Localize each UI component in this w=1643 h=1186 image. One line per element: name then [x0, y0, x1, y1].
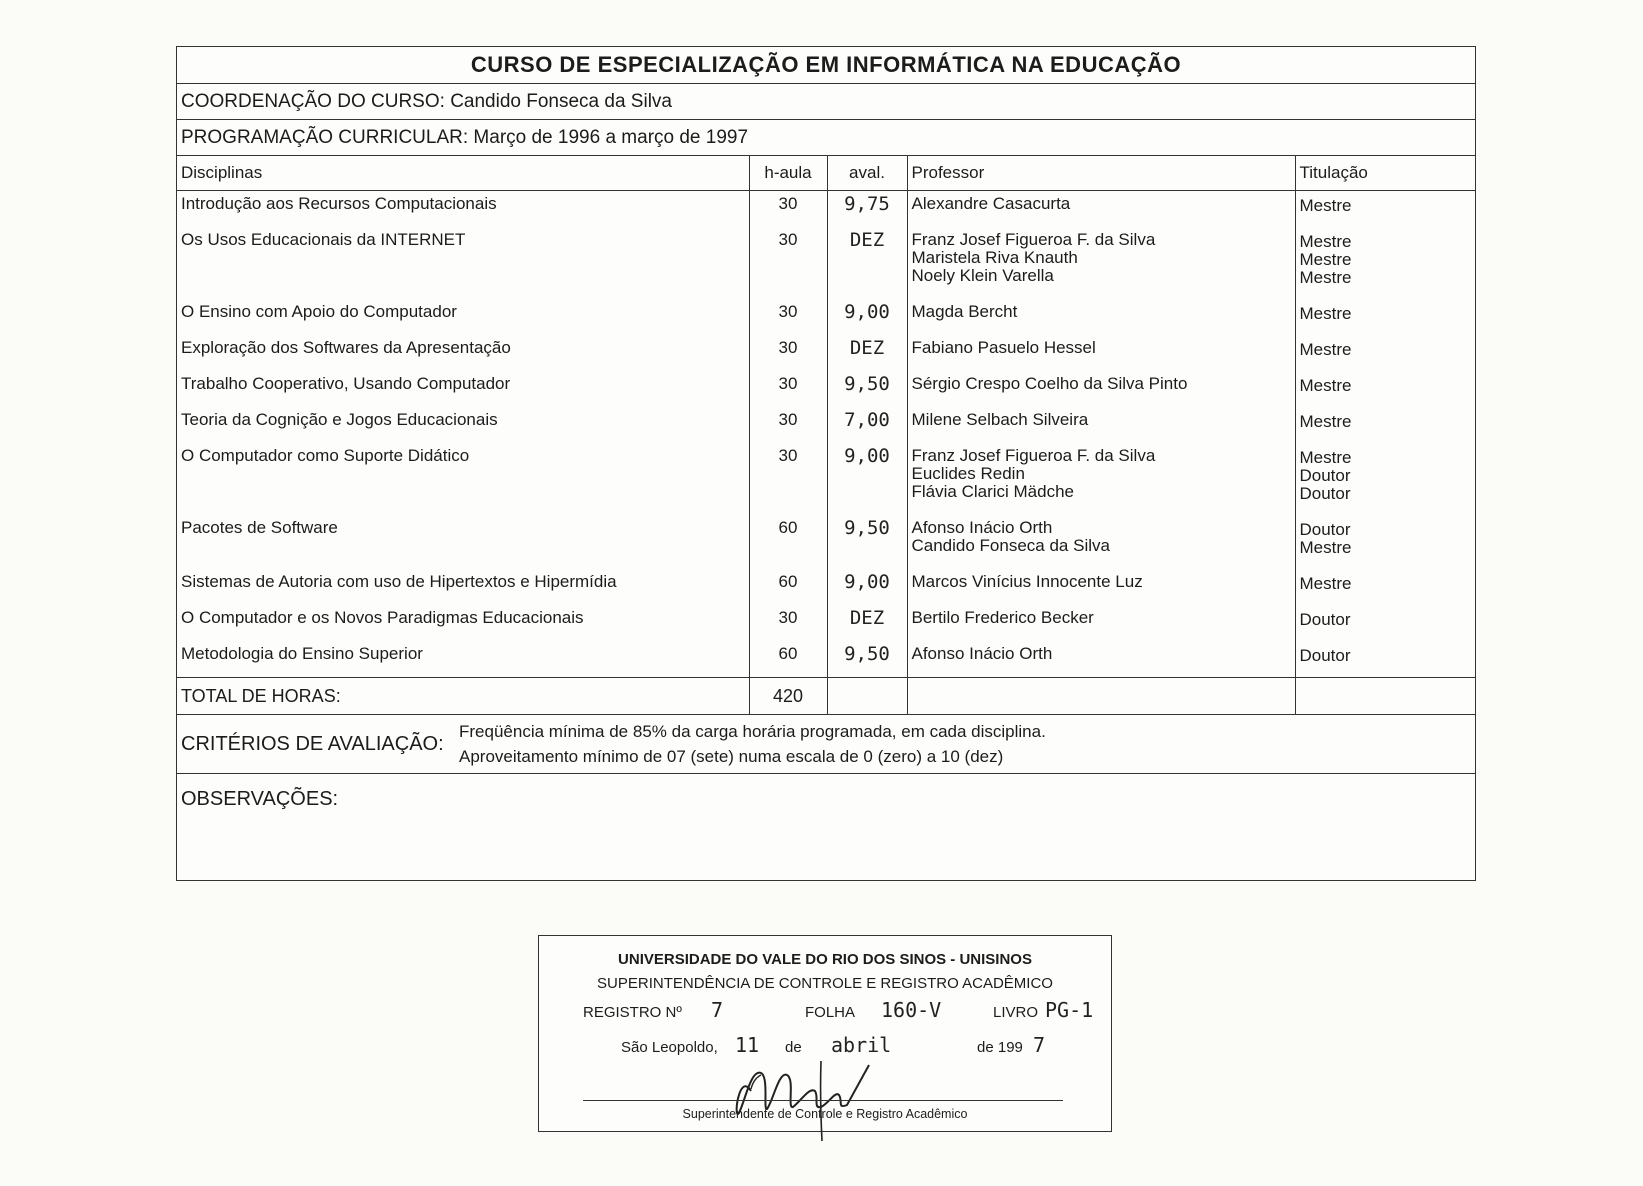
- registro-value: 7: [711, 998, 724, 1022]
- title-cell: [1295, 569, 1475, 605]
- discipline-cell: Metodologia do Ensino Superior: [181, 644, 423, 663]
- professor-title: Mestre: [1299, 538, 1352, 557]
- folha-label: FOLHA: [805, 1004, 856, 1021]
- total-title-cell: [1295, 678, 1475, 715]
- discipline-cell: Sistemas de Autoria com uso de Hipertextos e Hipermídia: [181, 572, 617, 591]
- total-row: [177, 678, 1475, 715]
- date-day: 11: [735, 1033, 760, 1057]
- hours-cell: 60: [749, 515, 827, 569]
- city-label: São Leopoldo,: [621, 1039, 718, 1056]
- table-row: [177, 227, 1475, 299]
- professor-cell: [907, 335, 1295, 371]
- table-header-row: [177, 156, 1475, 191]
- hours-cell: 30: [749, 335, 827, 371]
- evaluation-criteria: [177, 715, 1475, 774]
- professor-title: Mestre: [1299, 268, 1352, 287]
- discipline-cell: O Computador como Suporte Didático: [181, 446, 470, 465]
- registration-stamp: [538, 935, 1112, 1132]
- table-row: [177, 191, 1475, 228]
- hours-cell: 60: [749, 641, 827, 678]
- discipline-cell: Teoria da Cognição e Jogos Educacionais: [181, 410, 498, 429]
- professor-cell: [907, 407, 1295, 443]
- professor-title: Mestre: [1299, 376, 1352, 395]
- hours-cell: 30: [749, 191, 827, 228]
- hours-cell: 30: [749, 371, 827, 407]
- professor-name: Sérgio Crespo Coelho da Silva Pinto: [911, 374, 1188, 393]
- folha-value: 160-V: [881, 998, 942, 1022]
- date-year-label: de 199: [977, 1039, 1023, 1056]
- table-row: [177, 407, 1475, 443]
- professor-name: Marcos Vinícius Innocente Luz: [911, 572, 1143, 591]
- discipline-cell: Introdução aos Recursos Computacionais: [181, 194, 497, 213]
- livro-value: PG-1: [1045, 998, 1094, 1022]
- disciplines-table: [177, 156, 1475, 715]
- grade-cell: DEZ: [827, 227, 907, 299]
- table-row: [177, 371, 1475, 407]
- table-row: [177, 605, 1475, 641]
- grade-cell: 9,00: [827, 569, 907, 605]
- professor-title: Doutor: [1299, 484, 1351, 503]
- livro-label: LIVRO: [993, 1004, 1039, 1021]
- professor-name: Maristela Riva Knauth: [911, 248, 1078, 267]
- professor-cell: [907, 227, 1295, 299]
- title-cell: [1295, 443, 1475, 515]
- professor-title: Mestre: [1299, 448, 1352, 467]
- professor-cell: [907, 605, 1295, 641]
- signature-caption: Superintendente de Controle e Registro Acadêmico: [682, 1107, 968, 1121]
- title-cell: [1295, 371, 1475, 407]
- professor-name: Candido Fonseca da Silva: [911, 536, 1110, 555]
- professor-title: Mestre: [1299, 412, 1352, 431]
- grade-cell: 9,50: [827, 641, 907, 678]
- total-professor-cell: [907, 678, 1295, 715]
- total-hours: 420: [749, 678, 827, 715]
- table-row: [177, 515, 1475, 569]
- stamp-university: UNIVERSIDADE DO VALE DO RIO DOS SINOS - UNISINOS: [618, 951, 1032, 968]
- registro-label: REGISTRO Nº: [583, 1004, 682, 1021]
- professor-name: Magda Bercht: [911, 302, 1018, 321]
- title-cell: [1295, 335, 1475, 371]
- professor-cell: [907, 515, 1295, 569]
- observations-section: [177, 774, 1475, 880]
- professor-title: Doutor: [1299, 466, 1351, 485]
- table-row: [177, 641, 1475, 678]
- discipline-cell: O Ensino com Apoio do Computador: [181, 302, 457, 321]
- professor-name: Fabiano Pasuelo Hessel: [911, 338, 1096, 357]
- table-row: [177, 569, 1475, 605]
- professor-name: Alexandre Casacurta: [911, 194, 1071, 213]
- header-grade: aval.: [827, 156, 907, 191]
- grade-cell: 9,00: [827, 443, 907, 515]
- professor-name: Noely Klein Varella: [911, 266, 1054, 285]
- course-record-sheet: [176, 46, 1476, 881]
- header-professor: Professor: [907, 156, 1295, 191]
- professor-name: Euclides Redin: [911, 464, 1025, 483]
- title-cell: [1295, 641, 1475, 678]
- professor-title: Mestre: [1299, 232, 1352, 251]
- hours-cell: 30: [749, 299, 827, 335]
- discipline-cell: Trabalho Cooperativo, Usando Computador: [181, 374, 511, 393]
- professor-title: Mestre: [1299, 340, 1352, 359]
- professor-name: Afonso Inácio Orth: [911, 518, 1053, 537]
- header-disciplines: Disciplinas: [177, 156, 749, 191]
- total-label: TOTAL DE HORAS:: [177, 678, 749, 715]
- professor-title: Doutor: [1299, 646, 1351, 665]
- hours-cell: 30: [749, 227, 827, 299]
- title-cell: [1295, 191, 1475, 228]
- program-line: PROGRAMAÇÃO CURRICULAR: Março de 1996 a março de 1997: [177, 120, 1475, 156]
- title-cell: [1295, 605, 1475, 641]
- hours-cell: 60: [749, 569, 827, 605]
- table-row: [177, 443, 1475, 515]
- professor-cell: [907, 443, 1295, 515]
- title-cell: [1295, 407, 1475, 443]
- coordination-line: COORDENAÇÃO DO CURSO: Candido Fonseca da Silva: [177, 84, 1475, 120]
- professor-title: Mestre: [1299, 304, 1352, 323]
- professor-title: Doutor: [1299, 520, 1351, 539]
- title-cell: [1295, 227, 1475, 299]
- professor-cell: [907, 641, 1295, 678]
- professor-title: Mestre: [1299, 250, 1352, 269]
- total-grade-cell: [827, 678, 907, 715]
- grade-cell: 9,75: [827, 191, 907, 228]
- discipline-cell: Pacotes de Software: [181, 518, 338, 537]
- grade-cell: 9,00: [827, 299, 907, 335]
- title-cell: [1295, 299, 1475, 335]
- professor-name: Afonso Inácio Orth: [911, 644, 1053, 663]
- hours-cell: 30: [749, 443, 827, 515]
- professor-cell: [907, 299, 1295, 335]
- grade-cell: DEZ: [827, 605, 907, 641]
- criteria-text: [459, 719, 1046, 769]
- professor-name: Flávia Clarici Mädche: [911, 482, 1074, 501]
- course-title: CURSO DE ESPECIALIZAÇÃO EM INFORMÁTICA NA EDUCAÇÃO: [177, 47, 1475, 84]
- signature-line: [583, 1100, 1063, 1101]
- table-row: [177, 299, 1475, 335]
- observations-label: OBSERVAÇÕES:: [181, 788, 339, 810]
- professor-name: Franz Josef Figueroa F. da Silva: [911, 230, 1156, 249]
- professor-name: Milene Selbach Silveira: [911, 410, 1089, 429]
- header-hours: h-aula: [749, 156, 827, 191]
- professor-cell: [907, 569, 1295, 605]
- professor-title: Doutor: [1299, 610, 1351, 629]
- date-month: abril: [831, 1033, 892, 1057]
- grade-cell: 7,00: [827, 407, 907, 443]
- hours-cell: 30: [749, 407, 827, 443]
- professor-cell: [907, 371, 1295, 407]
- professor-title: Mestre: [1299, 574, 1352, 593]
- professor-title: Mestre: [1299, 196, 1352, 215]
- professor-name: Franz Josef Figueroa F. da Silva: [911, 446, 1156, 465]
- criteria-line-2: Aproveitamento mínimo de 07 (sete) numa escala de 0 (zero) a 10 (dez): [459, 747, 1004, 766]
- title-cell: [1295, 515, 1475, 569]
- grade-cell: DEZ: [827, 335, 907, 371]
- date-year-digit: 7: [1033, 1033, 1046, 1057]
- table-row: [177, 335, 1475, 371]
- criteria-line-1: Freqüência mínima de 85% da carga horária programada, em cada disciplina.: [459, 722, 1046, 741]
- discipline-cell: Os Usos Educacionais da INTERNET: [181, 230, 466, 249]
- grade-cell: 9,50: [827, 371, 907, 407]
- date-de: de: [785, 1039, 802, 1056]
- hours-cell: 30: [749, 605, 827, 641]
- header-title: Titulação: [1295, 156, 1475, 191]
- discipline-cell: Exploração dos Softwares da Apresentação: [181, 338, 511, 357]
- discipline-cell: O Computador e os Novos Paradigmas Educacionais: [181, 608, 584, 627]
- grade-cell: 9,50: [827, 515, 907, 569]
- stamp-office: SUPERINTENDÊNCIA DE CONTROLE E REGISTRO ACADÊMICO: [597, 975, 1053, 992]
- handwritten-signature: [729, 1051, 909, 1141]
- professor-cell: [907, 191, 1295, 228]
- professor-name: Bertilo Frederico Becker: [911, 608, 1094, 627]
- criteria-label: CRITÉRIOS DE AVALIAÇÃO:: [181, 732, 444, 755]
